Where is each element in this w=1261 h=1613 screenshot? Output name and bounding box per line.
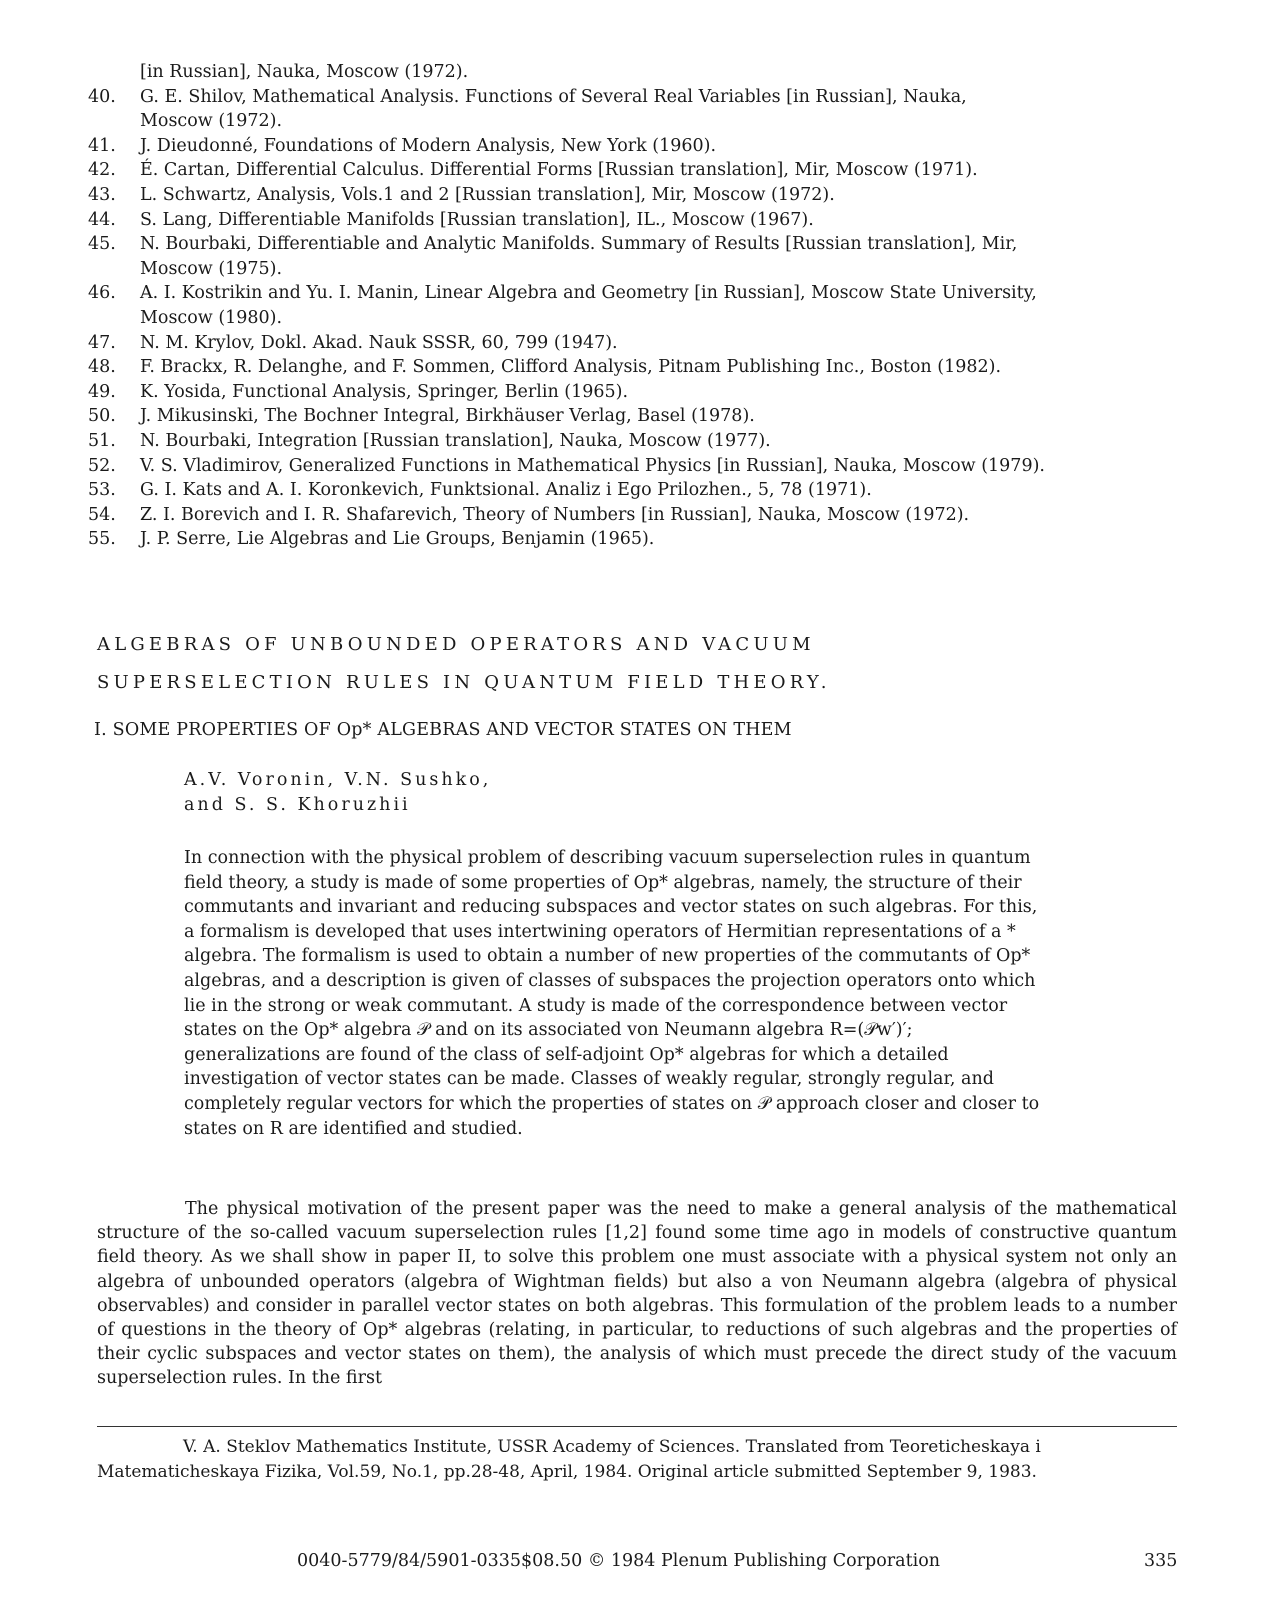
reference-continuation: [in Russian], Nauka, Moscow (1972).	[140, 62, 469, 82]
reference-line: F. Brackx, R. Delanghe, and F. Sommen, Clifford Analysis, Pitnam Publishing Inc., Boston (1982).	[140, 357, 1002, 378]
reference-text	[140, 331, 1168, 356]
body-paragraph: The physical motivation of the present paper was the need to make a general analysis of the mathematical structure of the so-called vacuum superselection rules [1,2] found some time ago in models of constructive quantum field theory. As we shall show in paper II, to solve this problem one must associate with a physical system not only an algebra of unbounded operators (algebra of Wightman fields) but also a von Neumann algebra (algebra of physical observables) and consider in parallel vector states on both algebras. This formulation of the problem leads to a number of questions in the theory of Op* algebras (relating, in particular, to reductions of such algebras and the properties of their cyclic subspaces and vector states on them), the analysis of which must precede the direct study of the vacuum superselection rules. In the first	[97, 1199, 1177, 1389]
reference-item	[88, 281, 1168, 330]
reference-text	[140, 85, 1168, 134]
article-subtitle: I. SOME PROPERTIES OF Op* ALGEBRAS AND VECTOR STATES ON THEM	[94, 720, 792, 740]
reference-text	[140, 158, 1168, 183]
reference-item	[88, 134, 1168, 159]
reference-number: 52.	[88, 455, 116, 476]
reference-text	[140, 478, 1168, 503]
reference-line: Moscow (1972).	[140, 111, 283, 132]
reference-text	[140, 503, 1168, 528]
reference-line: N. Bourbaki, Differentiable and Analytic Manifolds. Summary of Results [Russian translation], Mir,	[140, 234, 1018, 255]
reference-item	[88, 429, 1168, 454]
reference-line: J. Dieudonné, Foundations of Modern Analysis, New York (1960).	[140, 135, 717, 156]
authors-line-2: and S. S. Khoruzhii	[184, 795, 411, 815]
reference-line: G. I. Kats and A. I. Koronkevich, Funktsional. Analiz i Ego Prilozhen., 5, 78 (1971).	[140, 480, 872, 501]
reference-number: 40.	[88, 86, 116, 107]
reference-item	[88, 232, 1168, 281]
reference-line: V. S. Vladimirov, Generalized Functions in Mathematical Physics [in Russian], Nauka, Moscow (1979).	[140, 455, 1045, 476]
reference-list	[88, 60, 1168, 552]
reference-line: Z. I. Borevich and I. R. Shafarevich, Theory of Numbers [in Russian], Nauka, Moscow (1972).	[140, 504, 970, 525]
reference-number: 50.	[88, 406, 116, 427]
reference-number: 46.	[88, 283, 116, 304]
reference-line: J. P. Serre, Lie Algebras and Lie Groups, Benjamin (1965).	[140, 529, 655, 550]
reference-item	[88, 183, 1168, 208]
reference-text	[140, 380, 1168, 405]
reference-number: 54.	[88, 504, 116, 525]
reference-text	[140, 281, 1168, 330]
reference-text	[140, 232, 1168, 281]
reference-line: S. Lang, Differentiable Manifolds [Russian translation], IL., Moscow (1967).	[140, 209, 814, 230]
reference-item	[88, 527, 1168, 552]
reference-line: L. Schwartz, Analysis, Vols.1 and 2 [Russian translation], Mir, Moscow (1972).	[140, 184, 835, 205]
copyright-line: 0040-5779/84/5901-0335$08.50 © 1984 Plenum Publishing Corporation	[297, 1551, 941, 1571]
reference-text	[140, 527, 1168, 552]
reference-text	[140, 454, 1168, 479]
reference-line: G. E. Shilov, Mathematical Analysis. Functions of Several Real Variables [in Russian], Nauka,	[140, 86, 967, 107]
reference-item	[88, 355, 1168, 380]
article-title-line-1: ALGEBRAS OF UNBOUNDED OPERATORS AND VACUUM	[97, 634, 815, 655]
reference-number: 55.	[88, 529, 116, 550]
reference-line: K. Yosida, Functional Analysis, Springer, Berlin (1965).	[140, 381, 629, 402]
reference-text	[140, 208, 1168, 233]
article-title-line-2: SUPERSELECTION RULES IN QUANTUM FIELD THEORY.	[97, 672, 831, 693]
reference-item	[88, 404, 1168, 429]
reference-number: 53.	[88, 480, 116, 501]
reference-item	[88, 478, 1168, 503]
reference-number: 45.	[88, 234, 116, 255]
reference-number: 42.	[88, 160, 116, 181]
affiliation-footnote: V. A. Steklov Mathematics Institute, USSR Academy of Sciences. Translated from Teoreticheskaya i Matematicheskaya Fizika, Vol.59, No.1, pp.28-48, April, 1984. Original article submitted September 9, 1983.	[97, 1437, 1041, 1482]
reference-line: N. M. Krylov, Dokl. Akad. Nauk SSSR, 60, 799 (1947).	[140, 332, 618, 353]
abstract: In connection with the physical problem of describing vacuum superselection rules in quantum field theory, a study is made of some properties of Op* algebras, namely, the structure of their commutants and invariant and reducing subspaces and vector states on such algebras. For this, a formalism is developed that uses intertwining operators of Hermitian representations of a * algebra. The formalism is used to obtain a number of new properties of the commutants of Op* algebras, and a description is given of classes of subspaces the projection operators onto which lie in the strong or weak commutant. A study is made of the correspondence between vector states on the Op* algebra 𝒫 and on its associated von Neumann algebra R=(𝒫w′)′; generalizations are found of the class of self-adjoint Op* algebras for which a detailed investigation of vector states can be made. Classes of weakly regular, strongly regular, and completely regular vectors for which the properties of states on 𝒫 approach closer and closer to states on R are identified and studied.	[184, 848, 1040, 1139]
reference-item	[88, 503, 1168, 528]
reference-line: N. Bourbaki, Integration [Russian translation], Nauka, Moscow (1977).	[140, 430, 771, 451]
reference-number: 51.	[88, 430, 116, 451]
reference-item	[88, 208, 1168, 233]
reference-text	[140, 134, 1168, 159]
reference-text	[140, 355, 1168, 380]
reference-number: 47.	[88, 332, 116, 353]
reference-item	[88, 331, 1168, 356]
reference-number: 44.	[88, 209, 116, 230]
authors-line-1: A.V. Voronin, V.N. Sushko,	[184, 770, 492, 790]
reference-item	[88, 85, 1168, 134]
reference-line: J. Mikusinski, The Bochner Integral, Birkhäuser Verlag, Basel (1978).	[140, 406, 755, 427]
reference-line: A. I. Kostrikin and Yu. I. Manin, Linear Algebra and Geometry [in Russian], Moscow State University,	[140, 283, 1037, 304]
author-block	[184, 768, 491, 818]
reference-number: 49.	[88, 381, 116, 402]
footnote-divider	[97, 1426, 1177, 1427]
page-number: 335	[1144, 1551, 1178, 1571]
reference-number: 41.	[88, 135, 116, 156]
reference-text	[140, 404, 1168, 429]
reference-text	[140, 183, 1168, 208]
reference-item	[88, 454, 1168, 479]
reference-line: É. Cartan, Differential Calculus. Differential Forms [Russian translation], Mir, Moscow (1971).	[140, 160, 978, 181]
reference-number: 43.	[88, 184, 116, 205]
reference-item	[88, 380, 1168, 405]
reference-text	[140, 429, 1168, 454]
reference-item	[88, 158, 1168, 183]
reference-line: Moscow (1975).	[140, 258, 283, 279]
reference-number: 48.	[88, 357, 116, 378]
reference-line: Moscow (1980).	[140, 307, 283, 328]
